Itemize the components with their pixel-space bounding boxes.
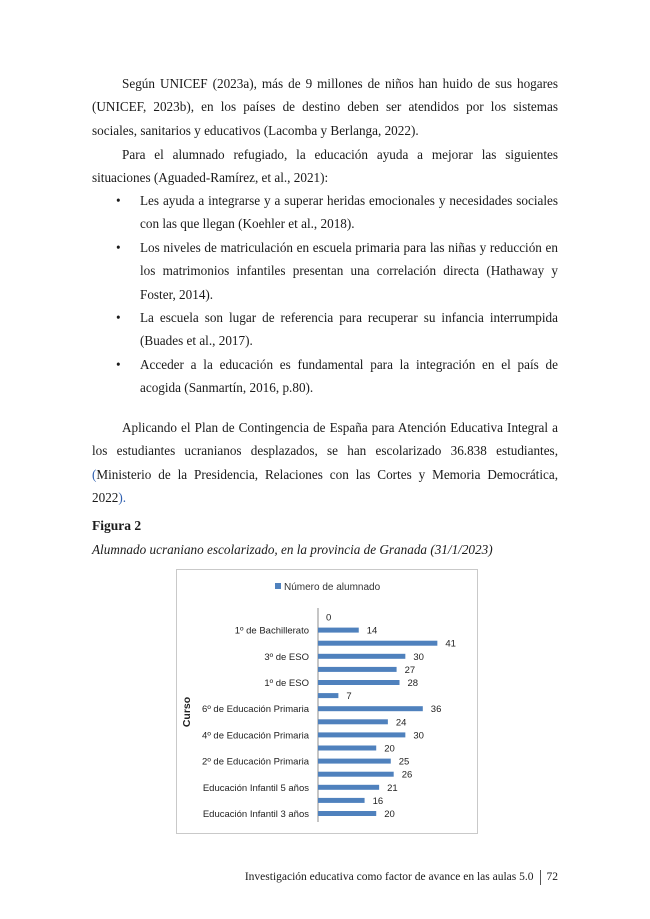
bar xyxy=(318,732,405,737)
paragraph-text: Aplicando el Plan de Contingencia de España para Atención Educativa Integral a los estudiantes ucranianos desplazados, se han escolarizado 36.838 estudiantes, xyxy=(92,420,558,459)
page-footer xyxy=(245,870,558,885)
category-label: 1º de ESO xyxy=(264,678,309,689)
bar xyxy=(318,654,405,659)
bar xyxy=(318,759,391,764)
list-item xyxy=(92,353,558,400)
legend-label: Número de alumnado xyxy=(284,582,381,593)
bar xyxy=(318,641,437,646)
data-label: 20 xyxy=(384,809,395,820)
category-label: Educación Infantil 3 años xyxy=(202,809,309,820)
bullet-dot: • xyxy=(116,310,121,326)
bullet-text: Les ayuda a integrarse y a superar heridas emocionales y necesidades sociales con las que llegan (Koehler et al., 2018). xyxy=(140,193,558,232)
data-label: 20 xyxy=(384,743,395,755)
bullet-dot: • xyxy=(116,239,121,255)
category-label: 2º de Educación Primaria xyxy=(202,756,309,768)
page-number: 72 xyxy=(546,871,558,884)
data-label: 0 xyxy=(326,612,332,624)
footer-separator xyxy=(540,870,541,885)
bullet-dot: • xyxy=(116,356,121,372)
paragraph-refugee-education: Para el alumnado refugiado, la educación ayuda a mejorar las siguientes situaciones (Aguaded-Ramírez, et al., 2021): xyxy=(92,147,558,186)
bullet-text: Acceder a la educación es fundamental para la integración en el país de acogida (Sanmartín, 2016, p.80). xyxy=(140,356,558,396)
data-label: 30 xyxy=(413,651,424,663)
data-label: 27 xyxy=(404,664,416,676)
bar xyxy=(318,719,388,724)
list-item xyxy=(92,236,558,306)
chart-canvas xyxy=(177,570,477,833)
data-label: 28 xyxy=(407,678,419,689)
data-label: 7 xyxy=(346,691,352,703)
y-axis-title: Curso xyxy=(181,696,193,728)
category-label: Educación Infantil 5 años xyxy=(202,782,309,794)
bar-chart xyxy=(176,569,478,834)
bar xyxy=(318,772,394,777)
reference-open: ( xyxy=(92,466,97,482)
list-item xyxy=(92,189,558,236)
bullet-list xyxy=(92,189,558,400)
category-label: 1º de Bachillerato xyxy=(234,625,309,637)
paragraph-unicef: Según UNICEF (2023a), más de 9 millones de niños han huido de sus hogares (UNICEF, 2023b), en los países de destino deben ser atendidos por los sistemas sociales, sanitarios y educativos (Lacomba y Berlanga, 2022). xyxy=(92,76,558,138)
bullet-dot: • xyxy=(116,193,121,208)
bar xyxy=(318,746,376,751)
list-item xyxy=(92,306,558,353)
bar xyxy=(318,811,376,816)
bars-group xyxy=(202,613,456,821)
bar xyxy=(318,785,379,790)
bar xyxy=(318,706,423,711)
bullet-text: La escuela son lugar de referencia para recuperar su infancia interrumpida (Buades et al., 2017). xyxy=(140,310,558,349)
figure-caption: Alumnado ucraniano escolarizado, en la provincia de Granada (31/1/2023) xyxy=(92,542,493,557)
bar xyxy=(318,693,338,698)
category-label: 6º de Educación Primaria xyxy=(202,704,309,716)
data-label: 30 xyxy=(413,730,424,742)
data-label: 14 xyxy=(366,625,378,637)
data-label: 26 xyxy=(401,769,413,781)
bar xyxy=(318,798,365,803)
bar xyxy=(318,667,397,672)
footer-text: Investigación educativa como factor de avance en las aulas 5.0 xyxy=(244,871,534,884)
legend-swatch xyxy=(275,583,281,589)
data-label: 36 xyxy=(430,704,442,716)
bullet-text: Los niveles de matriculación en escuela primaria para las niñas y reducción en los matrimonios infantiles presentan una correlación directa (Hathaway y Foster, 2014). xyxy=(140,239,558,302)
category-label: 3º de ESO xyxy=(264,651,309,663)
figure-label: Figura 2 xyxy=(92,518,142,533)
data-label: 16 xyxy=(372,795,384,807)
data-label: 25 xyxy=(398,756,410,768)
data-label: 41 xyxy=(445,638,456,650)
reference-close: ). xyxy=(118,490,127,506)
bar xyxy=(318,680,400,685)
bar xyxy=(318,628,359,633)
reference-text: Ministerio de la Presidencia, Relaciones con las Cortes y Memoria Democrática, 2022 xyxy=(92,466,558,506)
data-label: 21 xyxy=(387,782,398,794)
data-label: 24 xyxy=(395,717,407,729)
category-label: 4º de Educación Primaria xyxy=(202,730,309,742)
paragraph-contingency-plan xyxy=(92,416,558,510)
